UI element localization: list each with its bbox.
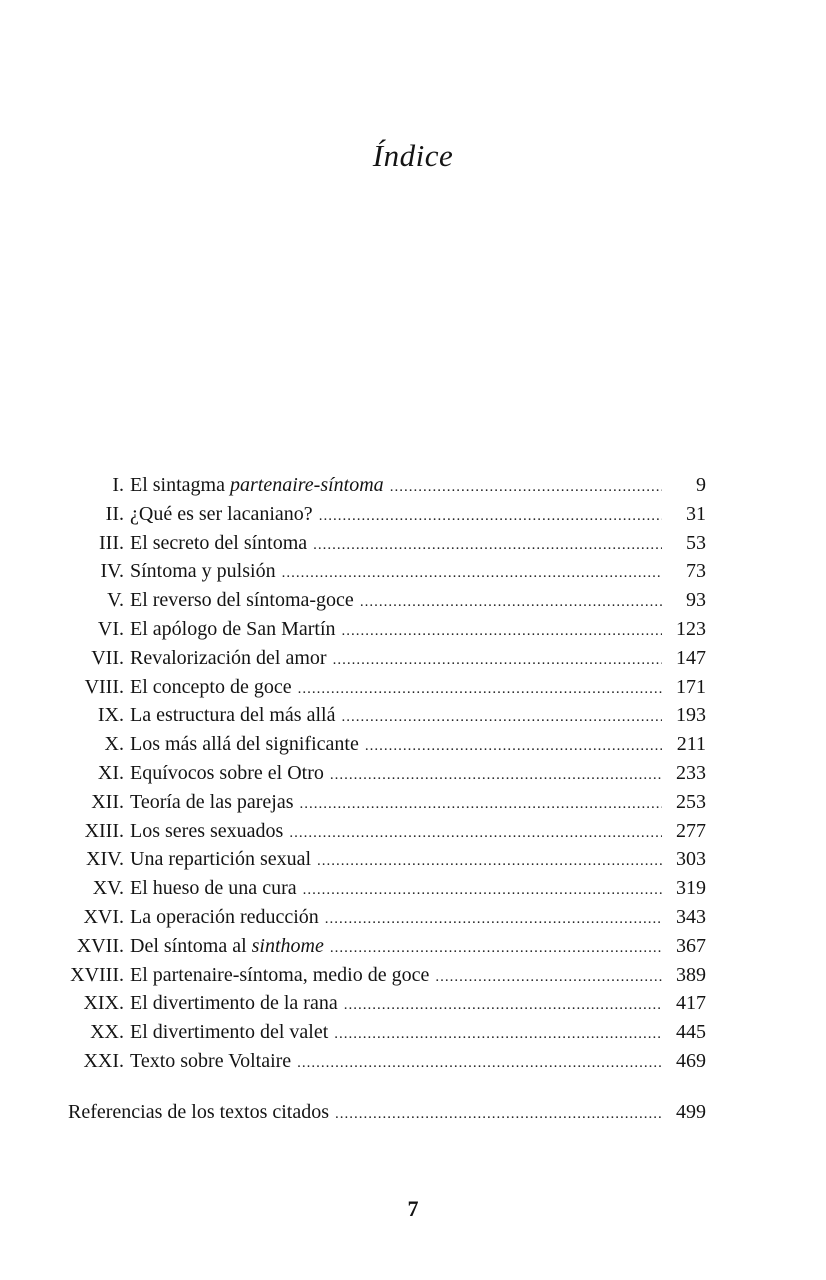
page-number: 343 (676, 905, 706, 928)
toc-entry[interactable] (64, 532, 712, 561)
chapter-title: Síntoma y pulsión (130, 560, 276, 583)
dot-leader (325, 911, 662, 928)
dot-leader (297, 1055, 662, 1072)
dot-leader (289, 825, 662, 842)
chapter-number: II. (105, 502, 124, 525)
dot-leader (360, 594, 662, 611)
chapter-title: El divertimento de la rana (130, 992, 338, 1015)
toc-entry[interactable] (64, 964, 712, 993)
page-number: 93 (686, 589, 706, 612)
chapter-number: XX. (90, 1021, 124, 1044)
chapter-number: XVII. (76, 934, 124, 957)
dot-leader (282, 565, 662, 582)
page-number: 53 (686, 531, 706, 554)
chapter-number: X. (104, 733, 124, 756)
dot-leader (303, 882, 662, 899)
chapter-number: XVIII. (70, 963, 124, 986)
chapter-number: XIII. (84, 819, 124, 842)
page-number: 499 (676, 1101, 706, 1123)
chapter-number: XV. (92, 877, 124, 900)
toc-entry[interactable] (64, 704, 712, 733)
chapter-number: III. (99, 531, 124, 554)
toc-entry[interactable] (64, 618, 712, 647)
chapter-number: V. (107, 589, 124, 612)
dot-leader (390, 479, 662, 496)
toc-entry[interactable] (64, 791, 712, 820)
page-number: 31 (686, 502, 706, 525)
dot-leader (317, 853, 662, 870)
chapter-title: ¿Qué es ser lacaniano? (130, 502, 313, 525)
page-number: 233 (676, 761, 706, 784)
page-number: 193 (676, 704, 706, 727)
chapter-title: Los seres sexuados (130, 819, 284, 842)
page-number: 123 (676, 617, 706, 640)
page-number: 9 (696, 474, 706, 496)
chapter-title: Texto sobre Voltaire (130, 1049, 292, 1072)
page-number: 445 (676, 1021, 706, 1044)
dot-leader (300, 796, 662, 813)
chapter-number: XIV. (86, 848, 124, 871)
chapter-number: XXI. (83, 1049, 124, 1072)
page-number: 319 (676, 877, 706, 900)
page-number: 253 (676, 790, 706, 813)
table-of-contents (64, 474, 712, 1079)
chapter-title: La operación reducción (130, 905, 319, 928)
toc-entry[interactable] (64, 560, 712, 589)
chapter-number: IV. (100, 560, 124, 583)
chapter-number: XII. (91, 790, 124, 813)
chapter-title: El reverso del síntoma-goce (130, 589, 354, 612)
chapter-title: El hueso de una cura (130, 877, 297, 900)
chapter-number: XI. (97, 761, 124, 784)
chapter-title: Revalorización del amor (130, 646, 327, 669)
page-number: 171 (676, 675, 706, 698)
chapter-number: VI. (97, 617, 124, 640)
dot-leader (313, 537, 662, 554)
dot-leader (335, 1106, 662, 1123)
chapter-title: Equívocos sobre el Otro (130, 761, 324, 784)
dot-leader (330, 767, 662, 784)
chapter-title: Teoría de las parejas (130, 790, 294, 813)
toc-entry[interactable] (64, 589, 712, 618)
folio-page-number: 7 (407, 1196, 419, 1221)
toc-entry[interactable] (64, 906, 712, 935)
dot-leader (333, 652, 662, 669)
dot-leader (319, 508, 662, 525)
chapter-title: Del síntoma al sinthome (130, 934, 324, 957)
page-title: Índice (372, 138, 454, 173)
chapter-title: Los más allá del significante (130, 733, 359, 756)
dot-leader (365, 738, 662, 755)
page-number: 277 (676, 819, 706, 842)
dot-leader (435, 969, 662, 986)
chapter-title: Una repartición sexual (130, 848, 312, 871)
chapter-number: XIX. (83, 992, 124, 1015)
page-number: 389 (676, 963, 706, 986)
chapter-title: El apólogo de San Martín (130, 617, 336, 640)
toc-entry[interactable] (64, 474, 712, 503)
page-number: 211 (676, 733, 706, 756)
toc-entry[interactable] (64, 820, 712, 849)
page-number: 417 (676, 992, 706, 1015)
page-number: 469 (676, 1049, 706, 1072)
chapter-number: VII. (91, 646, 124, 669)
page-number: 147 (676, 646, 706, 669)
chapter-number: I. (112, 474, 124, 496)
toc-entry[interactable] (64, 992, 712, 1021)
toc-entry[interactable] (64, 877, 712, 906)
toc-entry[interactable] (64, 647, 712, 676)
chapter-number: IX. (97, 704, 124, 727)
references-entry[interactable] (68, 1101, 712, 1130)
toc-entry[interactable] (64, 848, 712, 877)
toc-entry[interactable] (64, 935, 712, 964)
references-title: Referencias de los textos citados (68, 1101, 330, 1123)
references-section (68, 1101, 712, 1130)
dot-leader (342, 623, 662, 640)
toc-entry[interactable] (64, 676, 712, 705)
page-number: 73 (686, 560, 706, 583)
toc-entry[interactable] (64, 1050, 712, 1079)
chapter-number: XVI. (83, 905, 124, 928)
toc-entry[interactable] (64, 733, 712, 762)
dot-leader (341, 709, 662, 726)
chapter-title: El divertimento del valet (130, 1021, 329, 1044)
chapter-title: El concepto de goce (130, 675, 292, 698)
chapter-number: VIII. (84, 675, 124, 698)
page-number: 303 (676, 848, 706, 871)
dot-leader (298, 681, 662, 698)
page-number: 367 (676, 934, 706, 957)
toc-entry[interactable] (64, 1021, 712, 1050)
toc-entry[interactable] (64, 762, 712, 791)
dot-leader (334, 1026, 662, 1043)
chapter-title: El sintagma partenaire-síntoma (130, 474, 384, 496)
dot-leader (344, 997, 662, 1014)
toc-entry[interactable] (64, 503, 712, 532)
chapter-title: El partenaire-síntoma, medio de goce (130, 963, 430, 986)
chapter-title: El secreto del síntoma (130, 531, 308, 554)
chapter-title: La estructura del más allá (130, 704, 336, 727)
dot-leader (330, 940, 662, 957)
